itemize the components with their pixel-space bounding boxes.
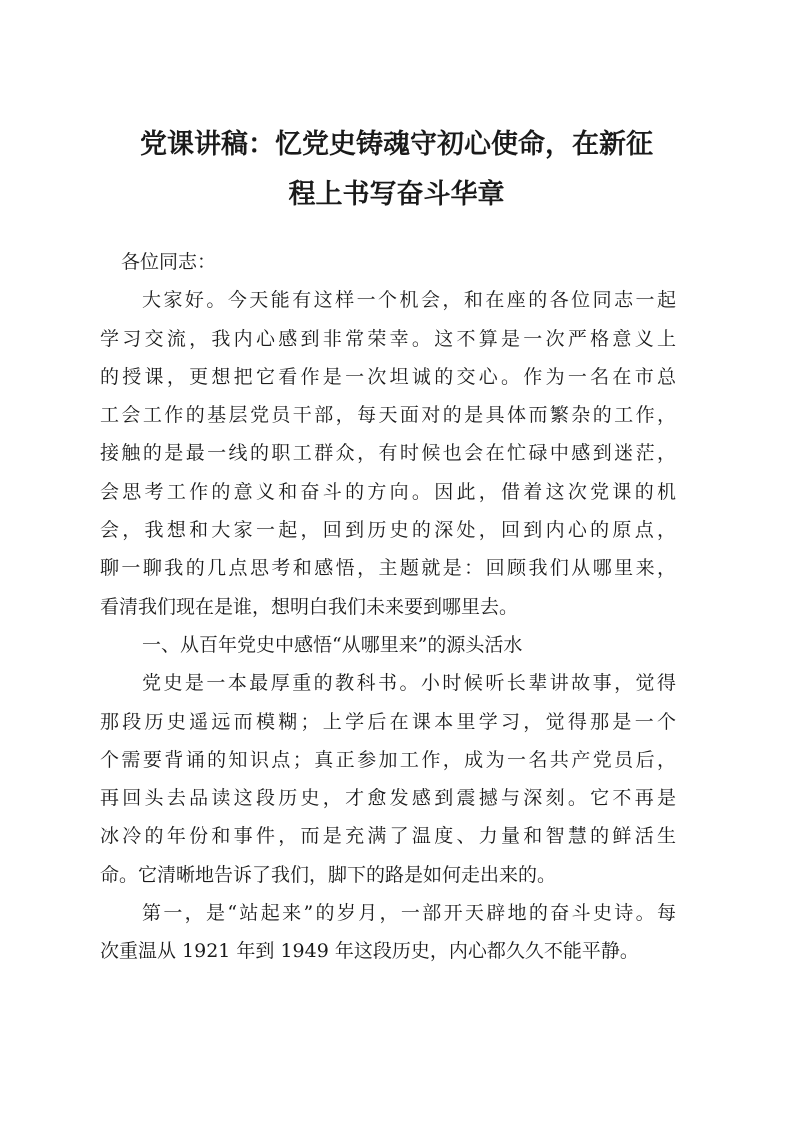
document-title	[100, 120, 693, 220]
paragraph-line: 再回头去品读这段历史，才愈发感到震撼与深刻。它不再是	[100, 787, 676, 810]
paragraph-line: 大家好。今天能有这样一个机会，和在座的各位同志一起	[142, 289, 676, 312]
document-body	[100, 243, 676, 971]
paragraph-line: 命。它清晰地告诉了我们，脚下的路是如何走出来的。	[100, 863, 557, 886]
paragraph-line: 个需要背诵的知识点；真正参加工作，成为一名共产党员后，	[100, 748, 676, 771]
paragraph-intro	[100, 281, 676, 626]
paragraph-line: 学习交流，我内心感到非常荣幸。这不算是一次严格意义上	[100, 327, 676, 350]
paragraph-line: 那段历史遥远而模糊；上学后在课本里学习，觉得那是一个	[100, 710, 676, 733]
paragraph-history	[100, 664, 676, 894]
paragraph-line: 聊一聊我的几点思考和感悟，主题就是：回顾我们从哪里来，	[100, 557, 676, 580]
paragraph-line: 次重温从 1921 年到 1949 年这段历史，内心都久久不能平静。	[100, 940, 639, 963]
paragraph-line: 会，我想和大家一起，回到历史的深处，回到内心的原点，	[100, 519, 676, 542]
title-line-1: 党课讲稿：忆党史铸魂守初心使命，在新征	[140, 129, 653, 160]
paragraph-line: 冰冷的年份和事件，而是充满了温度、力量和智慧的鲜活生	[100, 825, 676, 848]
paragraph-line: 接触的是最一线的职工群众，有时候也会在忙碌中感到迷茫，	[100, 442, 676, 465]
paragraph-first-point	[100, 894, 676, 971]
section-heading-text: 一、从百年党史中感悟“从哪里来”的源头活水	[142, 633, 523, 656]
title-line-2: 程上书写奋斗华章	[288, 179, 505, 210]
salutation: 各位同志：	[121, 251, 217, 273]
paragraph-line: 工会工作的基层党员干部，每天面对的是具体而繁杂的工作，	[100, 404, 676, 427]
section-heading-1	[121, 626, 676, 664]
paragraph-line: 党史是一本最厚重的教科书。小时候听长辈讲故事，觉得	[142, 672, 676, 695]
paragraph-line: 看清我们现在是谁，想明白我们未来要到哪里去。	[100, 595, 519, 618]
paragraph-line: 的授课，更想把它看作是一次坦诚的交心。作为一名在市总	[100, 365, 676, 388]
paragraph-line: 会思考工作的意义和奋斗的方向。因此，借着这次党课的机	[100, 480, 676, 503]
paragraph-line: 第一，是“站起来”的岁月，一部开天辟地的奋斗史诗。每	[142, 902, 676, 925]
